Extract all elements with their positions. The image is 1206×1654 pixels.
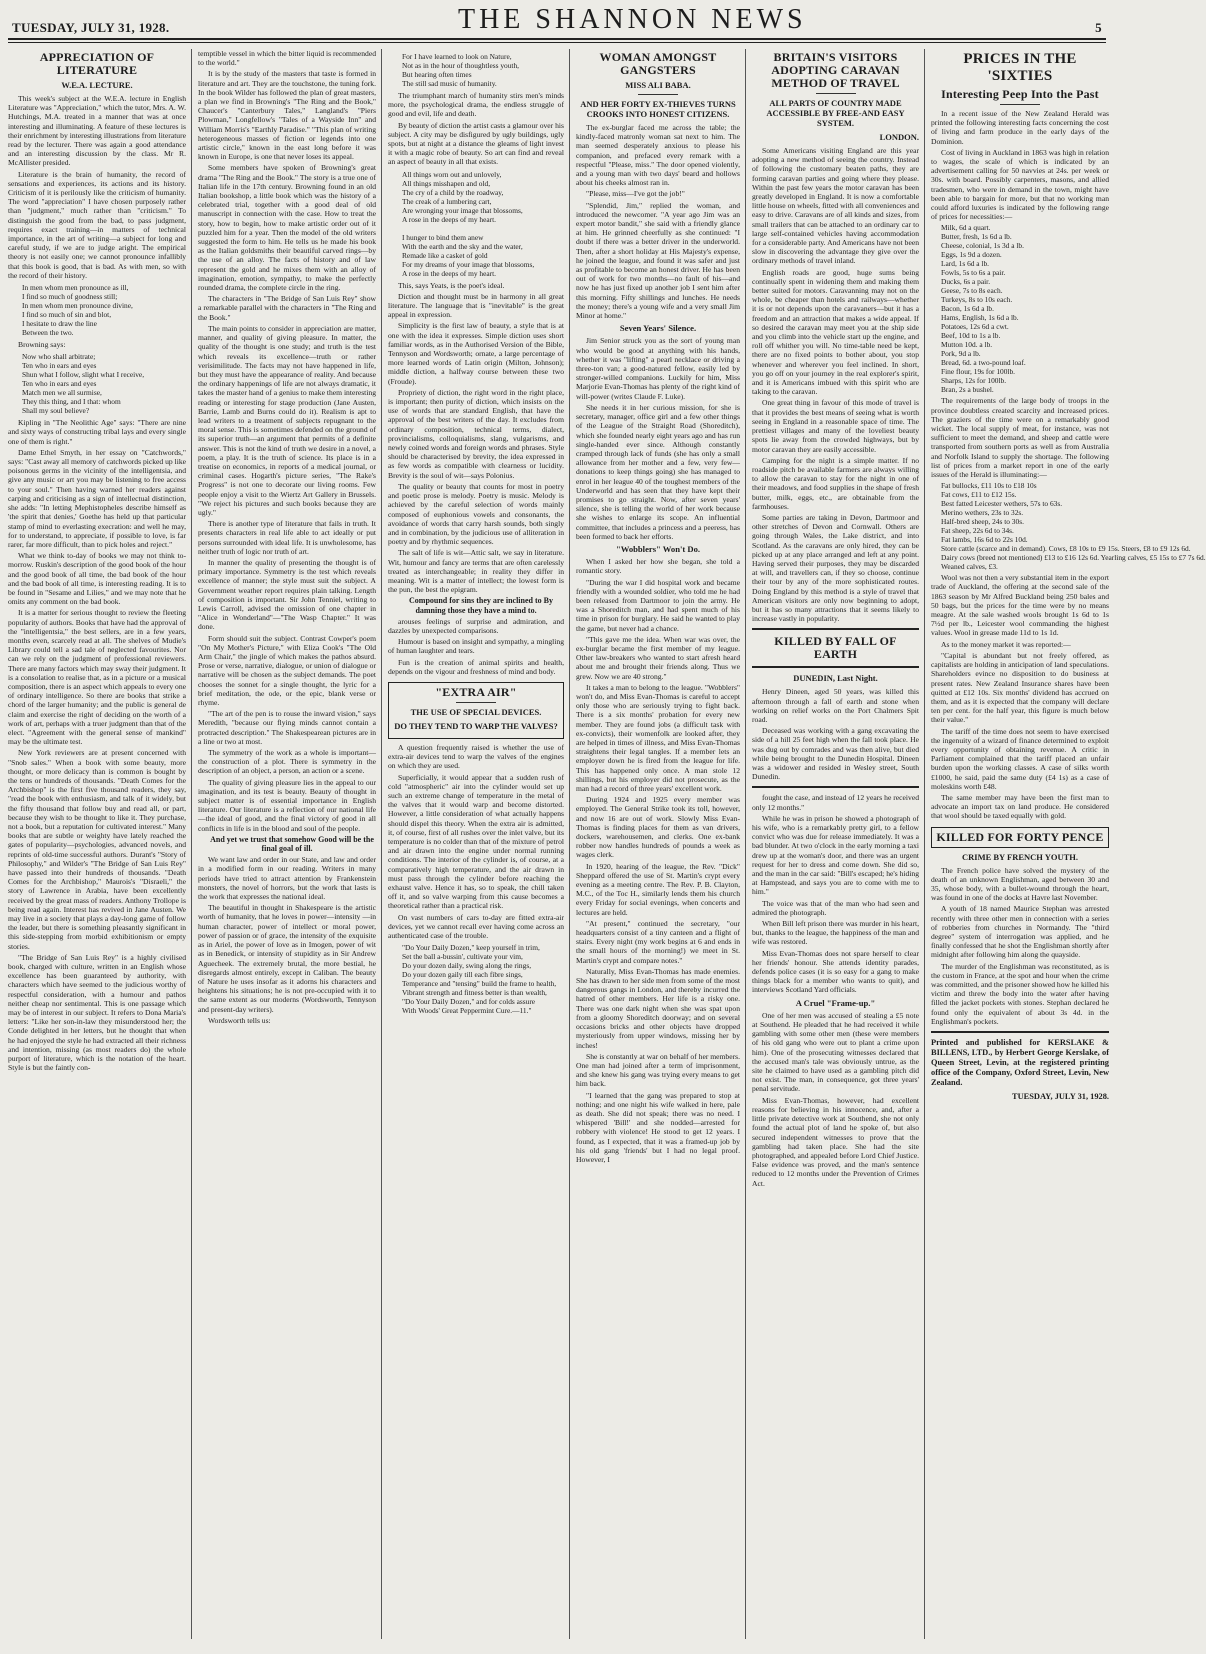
price-item: Turkeys, 8s to 10s each.	[941, 295, 1013, 305]
price-item: Cheese, colonial, 1s 3d a lb.	[941, 241, 1024, 251]
paragraph: Dame Ethel Smyth, in her essay on "Catchwords," says: "Cast away all memory of catchwords picked up like poisonous germs in the vicinity of the intelligentsia, and give any music or art you may be listening to free access to your soul." Then having warned her readers against carping and criticising as a sign of intellectual distinction, she adds: "In letting Mephistopheles describe himself as 'the spirit that denies,' Goethe has held up that particular stamp of mind to everlasting execration: and well he may, for to understand, to appreciate, if possible to love, is far rarer, far more difficult, than to pick holes and reject."	[8, 447, 186, 549]
paragraph: temptible vessel in which the bitter liquid is recommended to the world."	[198, 49, 376, 68]
publisher-imprint: Printed and published for KERSLAKE & BILLENS, LTD., by Herbert George Kerslake, of Queen Street, Levin, at the registered printing office of the Company, Oxford Street, Levin, New Zealand.	[931, 1038, 1109, 1087]
verse-line: I hesitate to draw the line	[22, 319, 97, 329]
paragraph: Miss Evan-Thomas, however, had excellent reasons for believing in his innocence, and, after a little private detective work at Southend, she not only found the actual plot of land he spoke of, but also secured independent witnesses to prove that the gambling had taken place. She had the site photographed, and appealed before Lord Chief Justice. False evidence was proved, and the man's sentence reduced to 12 months under the Prevention of Crimes Act.	[752, 1095, 919, 1188]
verse-line: Shall my soul believe?	[22, 406, 90, 416]
article-headline: KILLED BY FALL OF EARTH	[774, 634, 897, 662]
verse-line: Ten who in ears and eyes	[22, 379, 97, 389]
masthead-page-number: 5	[1095, 20, 1102, 35]
article-subhead: THE USE OF SPECIAL DEVICES.	[410, 706, 542, 717]
paragraph: Wool was not then a very substantial item in the export trade of Auckland, the offering at the second sale of the 1863 season by Mr Alfred Buckland being 250 bales and 50 bags, but the prices for the time were by no means meagre. At the sale washed wools brought 1s 6d to 1s 7½d per lb., Leicester wool commanding the highest values. Wool in grease made 11d to 1s 1d.	[931, 573, 1109, 638]
column-6	[931, 49, 1206, 1639]
divider	[931, 1031, 1109, 1033]
verse-line: All things worn out and unlovely,	[402, 169, 502, 179]
masthead	[8, 6, 1106, 40]
paragraph: "Please, miss—I've got the job!"	[586, 189, 685, 199]
price-item: Geese, 7s to 8s each.	[941, 286, 1003, 296]
article-subhead: DO THEY TEND TO WARP THE VALVES?	[394, 720, 558, 731]
article-subhead: AND HER FORTY EX-THIEVES TURNS CROOKS INTO HONEST CITIZENS.	[580, 99, 736, 119]
divider	[816, 93, 856, 94]
paragraph: Browning says:	[18, 340, 66, 350]
verse-line: I find so much of sin and blot,	[22, 310, 112, 320]
verse-line: For my dreams of your image that blossoms,	[402, 259, 535, 269]
price-item: Store cattle (scarce and in demand). Cows, £8 10s to £9 15s. Steers, £8 to £9 12s 6d.	[941, 544, 1191, 554]
paragraph: Some members have spoken of Browning's great drama "The Ring and the Book." The story is a true one of Italian life in the 17th century. Browning found in an old Italian bookshop, a little book which was the history of a celebrated trial, together with a good deal of old manuscript in connection with the case. How to treat the story, how to begin, how to make artistic order out of it puzzled him for a year. Then the model of the old writers suggested the form to him. He tells us he made his book as the Italian goldsmiths their beautiful carved rings—by the use of an alloy. The facts of history and of law represent the gold and he mixes them with an alloy of imagination, emotion, sympathy, to make the perfectly rounded drama, the complete circle in the ring.	[198, 163, 376, 293]
verse-line: Set the ball a-bussin', cultivate your vim,	[402, 952, 523, 962]
verse-line: Remade like a casket of gold	[402, 250, 488, 260]
advert-verse	[402, 943, 564, 1015]
paragraph: English roads are good, huge sums being continually spent in widening them and making them better suited for motors. Caravanning may not on the whole, be cheaper than hotels and railways—whether it is or not depends upon the caravaners—but it has a freedom and an attraction that makes a wide appeal. If so desired the caravan may meet you at the ship side and you climb into the vehicle start up the engine, and roll off whither you will. No time-table need be kept, there are no fixed points to bother about, you stop whenever and wherever you feel inclined. In short, you go off on your journey in the real explorer's spirit, and it is Americans imbued with this spirit who are taking to the caravan.	[752, 267, 919, 397]
article-subhead: CRIME BY FRENCH YOUTH.	[961, 851, 1078, 862]
poem	[22, 283, 186, 337]
paragraph: The symmetry of the work as a whole is important—the construction of a plot. There is symmetry in the description of an object, a person, an action or a scene.	[198, 748, 376, 776]
paragraph: "Capital is abundant but not freely offered, as capitalists are holding in anticipation of land speculations. Shareholders evince no disposition to do business at present rates. New Zealand Insurance shares have been quitted at £12 10s. Six months' dividend has accrued on them, and as it is expected that the company will declare ten per cent. for the half year, this figure is much below their value."	[931, 650, 1109, 725]
paragraph: While he was in prison he showed a photograph of his wife, who is a remarkably pretty girl, to a fellow convict who was due for release immediately. It was a bad blunder. At two o'clock in the early morning a taxi drew up at the woman's door, and there was an urgent request for her to dress and come down. She did so, and the man in the car said: "Bill's escaped; he's hiding at Hampstead, and says you are to come with me to him."	[752, 813, 919, 897]
verse-line: But hearing often times	[402, 70, 472, 79]
paragraph: The murder of the Englishman was reconstituted, as is the custom in France, at the spot and hour when the crime was committed, and the prisoner showed how he killed his victim and threw the body into the water after having filled the jacket pockets with stones. Stephan declared he found only the equivalent of about 3s 4d. in the Englishman's pockets.	[931, 961, 1109, 1026]
price-item: Bacon, 1s 6d a lb.	[941, 304, 994, 314]
price-list	[941, 481, 1206, 572]
paragraph: fought the case, and instead of 12 years he received only 12 months."	[752, 793, 919, 812]
paragraph: Simplicity is the first law of beauty, a style that is at one with the idea it expresses. Simple diction uses short familiar words, as in the Authorised Version of the Bible, Tennyson and Wordsworth; ornate, a large percentage of more learned words of Latin origin (Milton, Johnson); middle diction, a halfway course between these two (Froude).	[388, 321, 564, 386]
paragraph: Naturally, Miss Evan-Thomas has made enemies. She has drawn to her side men from some of the most dangerous gangs in London, and thereby incurred the hatred of other members. Her life is a risky one. There was one dark night when she was spat upon from a gloomy Shoreditch doorway; and on several occasions bricks and other objects have dropped mysteriously from upper windows, missing her by inches!	[576, 966, 740, 1050]
verse-line: Now who shall arbitrate;	[22, 352, 96, 362]
masthead-title: THE SHANNON NEWS	[457, 4, 807, 35]
paragraph: Form should suit the subject. Contrast Cowper's poem "On My Mother's Picture," with Eliza Cook's "The Old Arm Chair," the jingle of which makes the pathos absurd. Prose or verse, narrative, dialogue, or union of dialogue or narrative will be chosen as the subject demands. The poet chooses the sonnet for a single thought, the lyric for a brief meditation, the ode, or the epic, blank verse or rhyme.	[198, 633, 376, 708]
paragraph: One great thing in favour of this mode of travel is that it provides the best means of seeing what is worth seeing in England in a reasonable space of time. The prettiest villages and many of the loveliest beauty spots lie away from the crowded highways, but by motor caravan they are easily accessible.	[752, 398, 919, 454]
paragraph: Henry Dineen, aged 50 years, was killed this afternoon through a fall of earth and stone when working on relief works on the Port Chalmers Spit road.	[752, 687, 919, 724]
article-headline: WOMAN AMONGST GANGSTERS	[599, 50, 717, 77]
verse-line: Are wronging your image that blossoms,	[402, 205, 523, 215]
paragraph: The quality of giving pleasure lies in the appeal to our imagination, and its test is beauty. Beauty of thought in subject matter is of essential importance in English literature. Our literature is a reflection of our national life—the ideal of good, and the final victory of good in all conflicts in life is in the blood and soul of the people.	[198, 777, 376, 833]
verse-line: With Woods' Great Peppermint Cure.—11."	[402, 1006, 532, 1016]
verse-line: Compound for sins they are inclined to By damning those they have a mind to.	[409, 596, 553, 615]
article-headline: BRITAIN'S VISITORS ADOPTING CARAVAN METHOD OF TRAVEL	[771, 50, 900, 90]
paragraph: The beautiful in thought in Shakespeare is the artistic worth of humanity, that he loves in power—intensity —in human character, power of intellect or moral power, power of passion or of grace, the intensity of the exquisite as in Ariel, the power of love as in Imogen, power of wit as in Benedick, or intensity of stupidity as in Sir Andrew Aguecheek. The extremely brutal, the more bestial, he disregards almost entirely, except in Caliban. The beauty of Nature he uses insofar as it adorns his characters and heightens his situations; he is not pre-occupied with it to the same extent as our moderns (Wordsworth, Tennyson and present-day writers).	[198, 903, 376, 1014]
price-item: Fat bullocks, £11 10s to £18 10s	[941, 481, 1037, 491]
divider	[638, 94, 678, 95]
divider	[752, 666, 919, 668]
paragraph: As to the money market it was reported:—	[941, 639, 1071, 649]
masthead-rule	[8, 42, 1106, 43]
paragraph: She is constantly at war on behalf of her members. One man had joined after a term of imprisonment, and she knew his gang was trying every means to get him back.	[576, 1051, 740, 1089]
paragraph: When I asked her how she began, she told a romantic story.	[576, 557, 740, 576]
paragraph: Diction and thought must be in harmony in all great literature. The language that is "inevitable" is the great appeal in expression.	[388, 291, 564, 320]
paragraph: The ex-burglar faced me across the table; the kindly-faced matronly woman sat next to him. The man seemed desperately anxious to please his companion, and prefaced every remark with a respectful "Please, miss." The door opened violently, and a young man with two days' beard and hollows about his cheeks almost ran in.	[576, 123, 740, 188]
paragraph: In a recent issue of the New Zealand Herald was printed the following interesting facts concerning the cost of living and farm produce in the early days of the Dominion.	[931, 109, 1109, 146]
price-item: Bran, 2s a bushel.	[941, 385, 994, 395]
price-item: Fat sheep, 22s 6d to 34s.	[941, 526, 1014, 536]
paragraph: There is another type of literature that fails in truth. It presents characters in real life able to act ideally or put persons surrounded with ideal life. It is unwholesome, has neither truth of logic nor truth of art.	[198, 519, 376, 556]
verse-line: Temperance and "tensing" build the frame to health,	[402, 979, 557, 989]
price-item: Merino wethers, 23s to 32s.	[941, 508, 1024, 518]
masthead-date: TUESDAY, JULY 31, 1928.	[12, 20, 170, 35]
paragraph: "I learned that the gang was prepared to stop at nothing; and one night his wife walked in here, pale as death. She did not speak; there was no need. I whispered 'Bill!' and she nodded—arrested for robbery with violence! He stood to get 12 years. I found, as I expected, that it was a framed-up job by his old gang 'friends' but I had no legal proof. However, I	[576, 1090, 740, 1164]
paragraph: It takes a man to belong to the league. "Wobblers" won't do, and Miss Evan-Thomas is careful to accept only those who are seriously trying to fight back. There is a six months' probation for every new member. They are found jobs (a difficult task with ex-convicts), their womenfolk are looked after, they are helped in times of illness, and Miss Evan-Thomas straightens their legal tangles. If a member lets an employer down he is fired from the league for life. This has happened only once. A man stole 12 shillings, but his employer did not prosecute, as the man had a record of three years' excellent work.	[576, 682, 740, 794]
price-item: Potatoes, 12s 6d a cwt.	[941, 322, 1009, 332]
paragraph: The quality or beauty that counts for most in poetry and poetic prose is melody. Poetry is music. Melody is achieved by the careful selection of words mainly composed of euphonious vowels and consonants, the avoidance of words that carry harsh sounds, both singly and in combination, by the judicious use of alliteration in poetry and by rhythmic sequences.	[388, 481, 564, 547]
poem	[22, 352, 186, 415]
price-item: Hams, English, 1s 6d a lb.	[941, 313, 1019, 323]
paragraph: The voice was that of the man who had seen and admired the photograph.	[752, 898, 919, 917]
verse-line: Ten who in ears and eyes	[22, 361, 97, 371]
dateline: LONDON.	[879, 132, 919, 142]
verse-line: Match men we all surmise,	[22, 388, 102, 398]
column-2	[198, 49, 382, 1639]
verse-line: Shun what I follow, slight what I receive,	[22, 370, 145, 380]
price-item: Best fatted Leicester wethers, 57s to 63s.	[941, 499, 1063, 509]
price-item: Bread, 6d. a two-pound loaf.	[941, 358, 1026, 368]
price-item: Pork, 9d a lb.	[941, 349, 981, 359]
paragraph: Kipling in "The Neolithic Age" says: "There are nine and sixty ways of constructing tribal lays and every single one of them is right."	[8, 418, 186, 446]
article-subhead: ALL PARTS OF COUNTRY MADE ACCESSIBLE BY FREE-AND EASY SYSTEM.	[766, 98, 905, 128]
verse-line: And yet we trust that somehow Good will be the final goal of ill.	[210, 834, 374, 854]
paragraph: This week's subject at the W.E.A. lecture in English Literature was "Appreciation," which the tutor, Mrs. A. W. Hutchings, M.A. treated in a manner that was at once interesting and illuminating. A feature of these lectures is their enrichment by interesting illustrations from literature read by the lecturer. There was again a good attendance and an interesting discussion by the class. Mr R. McAllister presided.	[8, 94, 186, 168]
verse-line: Do your dozen gaily till each fibre sings,	[402, 970, 523, 980]
article-headline: APPRECIATION OF LITERATURE	[39, 50, 155, 77]
paragraph: "During the war I did hospital work and became friendly with a wounded soldier, who told me he had been released from Dartmoor to join the army. He was a Shoreditch man, and had spent much of his time in prison for burglary. He said he wanted to play the game, but never had a chance.	[576, 577, 740, 633]
paragraph: It is a matter for serious thought to review the fleeting popularity of authors. Books that have had the approval of the "intelligentsia," the best sellers, are in a few years, months even, scarcely read at all. The shelves of Mudie's Library could tell a sad tale of neglected favourites. Nor can we rely on the judgment of professional reviewers. There are many factors which may sway their judgment. It is a consolation to realise that, as in a picture or a musical composition, there is an aspect which appeals to every one of ordinary intelligence. So there are books that strike a chord of the larger humanity; and the public is general de claim and exercise the right of deciding on the worth of a work of art, perhaps with a truer judgment than that of the elect. "Agreement with the general sense of mankind" may be the ultimate test.	[8, 608, 186, 747]
price-item: Fine flour, 19s for 100lb.	[941, 367, 1016, 377]
paragraph: The same member may have been the first man to advocate an import tax on land produce. He considered that wool should be taxed equally with gold.	[931, 792, 1109, 821]
paragraph: The tariff of the time does not seem to have exercised the ingenuity of a wizard of finance determined to exploit every opportunity of obtaining revenue. A critic in Parliament complained that the tariff placed an unfair burden upon the working classes. A case of silks worth £1000, he said, paid the same duty (£4 1s) as a case of moleskins worth £48.	[931, 726, 1109, 791]
paragraph: "This gave me the idea. When war was over, the ex-burglar became the first member of my league. Other law-breakers who wanted to start afresh heard about me and brought their friends along. Thus we grew. Now we are 40 strong."	[576, 634, 740, 681]
verse-line: They this thing, and I that: whom	[22, 397, 121, 407]
paragraph: Literature is the brain of humanity, the record of sensations and experiences, its actions and its history. Criticism of it is perilously like the criticism of humanity. The word "appreciation" I have chosen purposely rather than "judgment," much rather than "criticism." To distinguish the good from the bad, to pass judgment, requires exact training—in matters of technical importance, in the art of writing—a subject for long and careful study, if we are to judge aright. The empirical theory is not easily one; we cannot pronounce infallibly that this book is good, that is bad. As with men, so with the record of their history.	[8, 169, 186, 280]
verse-line: Do your dozen daily, swing along the rings,	[402, 961, 532, 971]
article-box	[388, 682, 564, 739]
price-item: Fowls, 5s to 6s a pair.	[941, 268, 1006, 278]
crosshead: "Wobblers" Won't Do.	[615, 543, 701, 554]
paragraph: On vast numbers of cars to-day are fitted extra-air devices, yet we cannot recall ever having come across an authenticated case of the trouble.	[388, 912, 564, 941]
divider	[456, 702, 496, 703]
paragraph: Humour is based on insight and sympathy, a mingling of human laughter and tears.	[388, 637, 564, 656]
verse-line: Between the two.	[22, 328, 74, 338]
paragraph: In manner the quality of presenting the thought is of primary importance. Symmetry is the test which reveals excellence of manner; the style must suit the subject. A Government weather report requires plain talking. Length of composition is important. Sir John Tenniel, writing to Lewis Carroll, advised the omission of one chapter in "Alice in Wonderland"—"The Wasp Chapter." It was done.	[198, 557, 376, 632]
paragraph: Jim Senior struck you as the sort of young man who would be good at anything with his hands, whether it was "lifting" a pearl necklace or driving a three-ton van; a good-natured fellow, easily led by stronger-willed companions. Luckily for him, Miss Marjorie Evan-Thomas has plenty of the right kind of will-power (writes Claude F. Luke).	[576, 336, 740, 401]
paragraph: She needs it in her curious mission, for she is secretary, manager, office girl and a few other things of the League of the Straight Road (Shoreditch), which she founded nearly eight years ago and has run single-handed ever since. Although constantly cramped through lack of funds (she has only a small allowance from her mother and a few, very few—donations to keep things going) she has managed to enrol in her league 40 of the toughest members of the Underworld and has seen that they have kept their promises to go straight. Now, after seven years' silence, she is telling the world of her work because she wishes to enlarge its scope. An influential committee, that includes a princess and a peeress, has been formed to back her efforts.	[576, 402, 740, 541]
paragraph: When Bill left prison there was murder in his heart, but, thanks to the league, the happiness of the man and wife was restored.	[752, 919, 919, 947]
paragraph: We want law and order in our State, and law and order in a modified form in our reading. Writers in many periods have tried to attract attention by Frankenstein monsters, the novel of horrors, but the work that lasts is the work that expresses the national ideal.	[198, 855, 376, 902]
verse-line: A rose in the deeps of my heart.	[402, 268, 496, 278]
divider	[752, 628, 919, 630]
verse-line: For I have learned to look on Nature,	[402, 52, 512, 61]
verse-line: In men whom men pronounce as ill,	[22, 283, 129, 293]
paragraph: "The art of the pen is to rouse the inward vision," says Meredith, "because our flying minds cannot contain a protracted description." The Shakespearean pictures are in a line or two at most.	[198, 709, 376, 746]
article-box	[931, 827, 1109, 848]
paragraph: "At present," continued the secretary, "our headquarters consist of a tiny canteen and a flight of stairs. Every night (my work begins at 6 and ends in the small hours of the morning!) we meet in St. Martin's crypt and compare notes."	[576, 918, 740, 965]
verse-line: "Do Your Daily Dozen," and for colds assure	[402, 997, 536, 1007]
column-5	[752, 49, 925, 1639]
price-item: Mutton 10d. a lb.	[941, 340, 993, 350]
verse-line: The creak of a lumbering cart,	[402, 196, 492, 206]
paragraph: Deceased was working with a gang excavating the side of a hill 25 feet high when the fall took place. He was dug out by comrades and was then alive, but died while being brought to the Dunedin Hospital. Dineen was a widower and resided in Wesley street, South Dunedin.	[752, 726, 919, 782]
poem	[402, 170, 564, 278]
verse-line: Not as in the hour of thoughtless youth,	[402, 61, 520, 70]
article-byline: MISS ALI BABA.	[625, 80, 691, 90]
paragraph: What we think to-day of books we may not think to-morrow. Ruskin's description of the good book of the hour and the good book of all time, the bad book of the hour and the bad book of all time, is interesting reading. It is to be found in "Sesame and Lilies," and we may note that he omits any comment on the bad book.	[8, 551, 186, 607]
article-headline: PRICES IN THE 'SIXTIES	[963, 51, 1077, 84]
verse-line: All things misshapen and old,	[402, 178, 491, 188]
paragraph: One of her men was accused of stealing a £5 note at Southend. He pleaded that he had received it while gambling with some other men (these were members of his old gang who were out to plant a crime upon him). One of the prosecuting witnesses declared that the accused man's tale was obviously untrue, as the site he claimed to have used as a gambling pitch did not exist. The man, in consequence, got three years' penal servitude.	[752, 1010, 919, 1094]
article-headline: "EXTRA AIR"	[435, 684, 517, 699]
paragraph: A question frequently raised is whether the use of extra-air devices tend to warp the valves of the engines on which they are used.	[388, 742, 564, 771]
price-item: Weaned calves, £3.	[941, 562, 998, 572]
dateline: DUNEDIN, Last Night.	[793, 673, 878, 684]
paragraph: During 1924 and 1925 every member was employed. The General Strike took its toll, however, and now 16 are out of work. Slowly Miss Evan-Thomas is finding places for them as van drivers, dockers, warehousemen, and clerks. One ex-bank robber now handles hundreds of pounds a week as wages clerk.	[576, 795, 740, 860]
paragraph: Superficially, it would appear that a sudden rush of cold "atmospheric" air into the cylinder would set up such an extreme change of temperature in the metal of the valves that it would warp and become distorted. However, a little consideration of what actually happens should dispel this theory. When the extra air is admitted, it, of course, first of all rushes over the inlet valve, but its temperature is no colder than that of the mixture of petrol and air drawn into the engine under normal running conditions. The interior of the cylinder is, of course, at a comparatively high temperature, and the air drawn in must pass through the cylinder before reaching the exhaust valve. Hence it has, so to speak, the chill taken off it, and so valve warping from this cause becomes a theoretical rather than a practical risk.	[388, 772, 564, 911]
verse-line: The still sad music of humanity.	[402, 79, 497, 88]
article-subhead: W.E.A. LECTURE.	[61, 80, 133, 90]
crosshead: A Cruel "Frame-up."	[795, 997, 876, 1008]
paragraph: The main points to consider in appreciation are matter, manner, and quality of giving pleasure. In matter, the quality of the thought is one study; and truth is the test which reveals its excellence—truth or rather verisimilitude. The facts may not have happened in life, but they must have the appearance of reality. And because the ordinary happenings of life are not always dramatic, it takes the master hand of a genius to make them interesting reading or interesting for stage production (Jane Austen, Barrie, Lamb and Burns could do it). Realism is apt to lead writers to a treatment of subjects repugnant to the moral sense. This is sometimes defended on the ground of its superior truth—an argument that permits of a definite answer. This is not the kind of truth we desire in a novel, a poem, a play. It is the truth of science. Its place is in a treatise on economics, in reports of a medical journal, or criminal cases. Hogarth's picture series, "The Rake's Progress" is not one to decorate our living rooms. Few people enjoy a visit to the Wiertz Art Gallery in Brussels. "We reject his pictures and such books because they are ugly."	[198, 323, 376, 517]
paragraph: Propriety of diction, the right word in the right place, is important; then purity of diction, which insists on the use of words that are standard English, that have the approval of the best writers of the day. It excludes from ordinary composition, technical terms, dialect, provincialisms, colloquialisms, slang, vulgarisms, and newly coined words and foreign words and phrases. Style should be characterised by brevity, the idea expressed in as few words as compatible with clearness or lucidity. Brevity is the soul of wit—says Polonius.	[388, 387, 564, 480]
verse-line: I hunger to bind them anew	[402, 232, 484, 242]
paragraph: Miss Evan-Thomas does not spare herself to clear her friends' honour. She attends identity parades, defends police cases (it is so easy for a gang to make things black for a member who wants to quit), and interviews Scotland Yard officials.	[752, 948, 919, 995]
column-1	[8, 49, 192, 1639]
paragraph: Cost of living in Auckland in 1863 was high in relation to wages, the scale of which is indicated by an advertisement calling for 50 navvies at 24s. per week or 30s. with board. Possibly carpenters, masons, and allied tradesmen, who were in demand in the town, might have been able to bargain for more, but that no working man could afford luxuries is indicated by the following range of prices for necessities:—	[931, 147, 1109, 222]
verse-line: A rose in the deeps of my heart.	[402, 214, 496, 224]
paragraph: This, says Yeats, is the poet's ideal.	[398, 280, 505, 290]
paragraph: Wordsworth tells us:	[208, 1015, 271, 1025]
price-item: Fat lambs, 16s 6d to 22s 10d.	[941, 535, 1028, 545]
poem	[402, 52, 564, 88]
columns	[8, 49, 1206, 1639]
paragraph: The triumphant march of humanity stirs men's minds more, the psychological drama, the endless struggle of good and evil, life and death.	[388, 91, 564, 119]
paragraph: Fun is the creation of animal spirits and health, depends on the vigour and freshness of mind and body.	[388, 657, 564, 676]
verse-line: Vibrant strength and fitness better is than wealth,	[402, 988, 547, 998]
imprint-date: TUESDAY, JULY 31, 1928.	[1012, 1092, 1109, 1101]
paragraph: A youth of 18 named Maurice Stephan was arrested recently with three other men in connection with a series of robberies from churches in Normandy. The "third degree" system of interrogation was applied, and he finally confessed that he shot the Englishman shortly after midnight after following him along the quayside.	[931, 904, 1109, 960]
divider	[1000, 104, 1040, 105]
price-item: Lard, 1s 6d a lb.	[941, 259, 990, 269]
verse-line: With the earth and the sky and the water,	[402, 241, 523, 251]
paragraph: The French police have solved the mystery of the death of an unknown Englishman, aged between 30 and 35, whose body, with a bullet-wound through the heart, was found in one of the docks at Havre last November.	[931, 865, 1109, 903]
divider	[752, 786, 919, 788]
paragraph: Some parties are taking in Devon, Dartmoor and other stretches of Devon and Cornwall. Others are going through Wales, the Lake district, and into Scotland. As the caravans are only hired, they can be picked up at any place arranged and left at any point. Having served their purposes, they may be discarded at will, and travellers can, if they so choose, continue their tour by any of the more sophisticated routes. Doing England by this method is a style of travel that American visitors are only now beginning to adopt, but it has so many attractions that it seems likely to increase vastly in popularity.	[752, 512, 919, 624]
paragraph: The characters in "The Bridge of San Luis Rey" show a remarkable parallel with the characters in "The Ring and the Book."	[198, 294, 376, 322]
paragraph: Camping for the night is a simple matter. If no roadside pitch be available farmers are always willing to allow the caravan to stay for the night in one of their meadows, and food supplies in the shape of fresh butter, milk, eggs, etc., are obtainable from the farmhouses.	[752, 455, 919, 511]
price-item: Fat cows, £11 to £12 15s.	[941, 490, 1017, 500]
paragraph: It is by the study of the masters that taste is formed in literature and art. They are the touchstone, the tuning fork. In the book Wilder has followed the plan of great masters, a plan we find in Browning's "The Ring and the Book," Chaucer's "Canterbury Tales," Langland's "Piers Plowman," Longfellow's "Tales of a Wayside Inn" and William Morris's "Earthly Paradise." "This plan of writing heterogeneous masses of fiction or legends into one artistic circle," known in the east long before it was known in Europe, is one that never loses its appeal.	[198, 69, 376, 162]
price-item: Eggs, 1s 9d a dozen.	[941, 250, 1002, 260]
verse-line: I find so much of goodness still;	[22, 292, 118, 302]
verse-line	[402, 224, 564, 233]
paragraph: "Splendid, Jim," replied the woman, and introduced the newcomer. "A year ago Jim was an expert motor bandit," she said with a friendly glance at him. He grinned cheerfully as she continued: "I doubt if there was a better driver in the underworld. Then, after a short holiday at His Majesty's expense, he joined the league, and found it was safer and just as profitable to become an honest driver. He has been out of work for two months—no fault of his—and now he has just fixed up another job I sent him after this morning. Fifty shillings and lunches. He needs the money; there's a young wife and a very small Jim Minor at home."	[576, 200, 740, 321]
paragraph: In 1920, hearing of the league, the Rev. "Dick" Sheppard offered the use of St. Martin's crypt every evening as a meeting centre. The Rev. P. B. Clayton, M.C., of the Toc H., similarly lends them his church every Friday for social evenings, when concerts and lectures are held.	[576, 861, 740, 917]
article-headline: KILLED FOR FORTY PENCE	[936, 829, 1104, 844]
paragraph: arouses feelings of surprise and admiration, and dazzles by unexpected comparisons.	[388, 616, 564, 635]
paragraph: Some Americans visiting England are this year adopting a new method of seeing the country. Instead of following the customary beaten paths, they are forming caravan parties and going where they please. Within the past few years the motor caravan has been greatly developed in England. It is now a comfortable little house on wheels, fitted with all conveniences and easy to drive. Caravans are of all kinds and sizes, from small trailers that can be attached to an ordinary car to large self-contained vehicles having accommodation for a considerable party. And Americans have not been slow in discovering the advantage they give over the ordinary methods of travel inland.	[752, 146, 919, 266]
price-item: Milk, 6d a quart.	[941, 223, 991, 233]
price-item: Half-bred sheep, 24s to 30s.	[941, 517, 1024, 527]
paragraph: The salt of life is wit—Attic salt, we say in literature. Wit, humour and fancy are terms that are often carelessly treated as interchangeable; in reality they differ in meaning. Wit is a matter of intellect; the lowest form is the pun, the best the epigram.	[388, 548, 564, 595]
paragraph: By beauty of diction the artist casts a glamour over his subject. A city may be disfigured by ugly buildings, ugly spots, but at night at a distance the gleams of light invest it with a magic robe of beauty. So art can find and reveal an aspect of beauty in all that exists.	[388, 120, 564, 167]
paragraph: "The Bridge of San Luis Rey" is a highly civilised book, charged with culture, written in an English whose excellence has been guaranteed by authority, with characters which have seemed to the judicious worthy of respectful consideration, with a humour and pathos neither cheap nor sentimental. This is one passage which may be of interest in our subject. It refers to Dona Maria's letters: "Like her son-in-law they misunderstood her; the Conde delighted in her letters, but he thought that when he had enjoyed the style he had extracted all their richness and intention, missing (as most readers do) the whole purport of literature, which is the notation of the heart. Style is but the faintly con-	[8, 952, 186, 1073]
verse-line: In men whom men pronounce divine,	[22, 301, 133, 311]
price-item: Dairy cows (breed not mentioned) £13 to £16 12s 6d. Yearling calves, £5 15s to £7 7s 6d.	[941, 553, 1206, 563]
price-item: Beef, 10d to 1s a lb.	[941, 331, 1001, 341]
paragraph: The requirements of the large body of troops in the province doubtless created scarcity and increased prices. The graziers of the time were on a remarkably good wicket. The local supply of meat, for instance, was not sufficient to meet the demand, and sheep and cattle were transported from southern ports as well as from Australia and Norfolk Island to supply the shortage. The following list of prices from a market report in one of the early issues of the Herald is illuminating:—	[931, 396, 1109, 480]
verse-line: The cry of a child by the roadway,	[402, 187, 504, 197]
verse-line: "Do Your Daily Dozen," keep yourself in trim,	[402, 943, 540, 953]
price-list	[941, 223, 1109, 394]
price-item: Butter, fresh, 1s 6d a lb.	[941, 232, 1012, 242]
crosshead: Seven Years' Silence.	[619, 323, 697, 334]
paragraph: New York reviewers are at present concerned with "Snob sales." When a book with some beauty, more thought, or more delicacy than is common is bought by the tens or hundreds of thousands. "Death Comes for the Archbishop" is the first five thousand readers, they say, "read the book with enthusiasm, and talk of it widely, but the fifty thousand that follow buy and read all, or part, because they wish to be thought to like it. They purchase, not a book, but a reputation for cultivated interest." Many books that are subtle or weighty have lately reached the gates of popularity—psychologies, advanced novels, and reprints of old-time successful authors. Durant's "Story of Philosophy," and Wilder's "The Bridge of San Luis Rey" have passed into their hundreds of thousands. "Death Comes for the Archbishop," Maurois's "Disraeli," the story of Lawrence in Arabia, have been excellently received by the great mass of readers. Anthony Trollope is being read again. Interest has revived in Jane Austen. We may live in a society that plays a day-long game of follow the leader, but there is something pleasantly significant in this side-stepping from morbid exhibitionism or empty stories.	[8, 748, 186, 951]
price-item: Sharps, 12s for 100lb.	[941, 376, 1007, 386]
column-3	[388, 49, 570, 1639]
column-4	[576, 49, 746, 1639]
price-item: Ducks, 6s a pair.	[941, 277, 991, 287]
article-subhead: Interesting Peep Into the Past	[941, 87, 1099, 101]
